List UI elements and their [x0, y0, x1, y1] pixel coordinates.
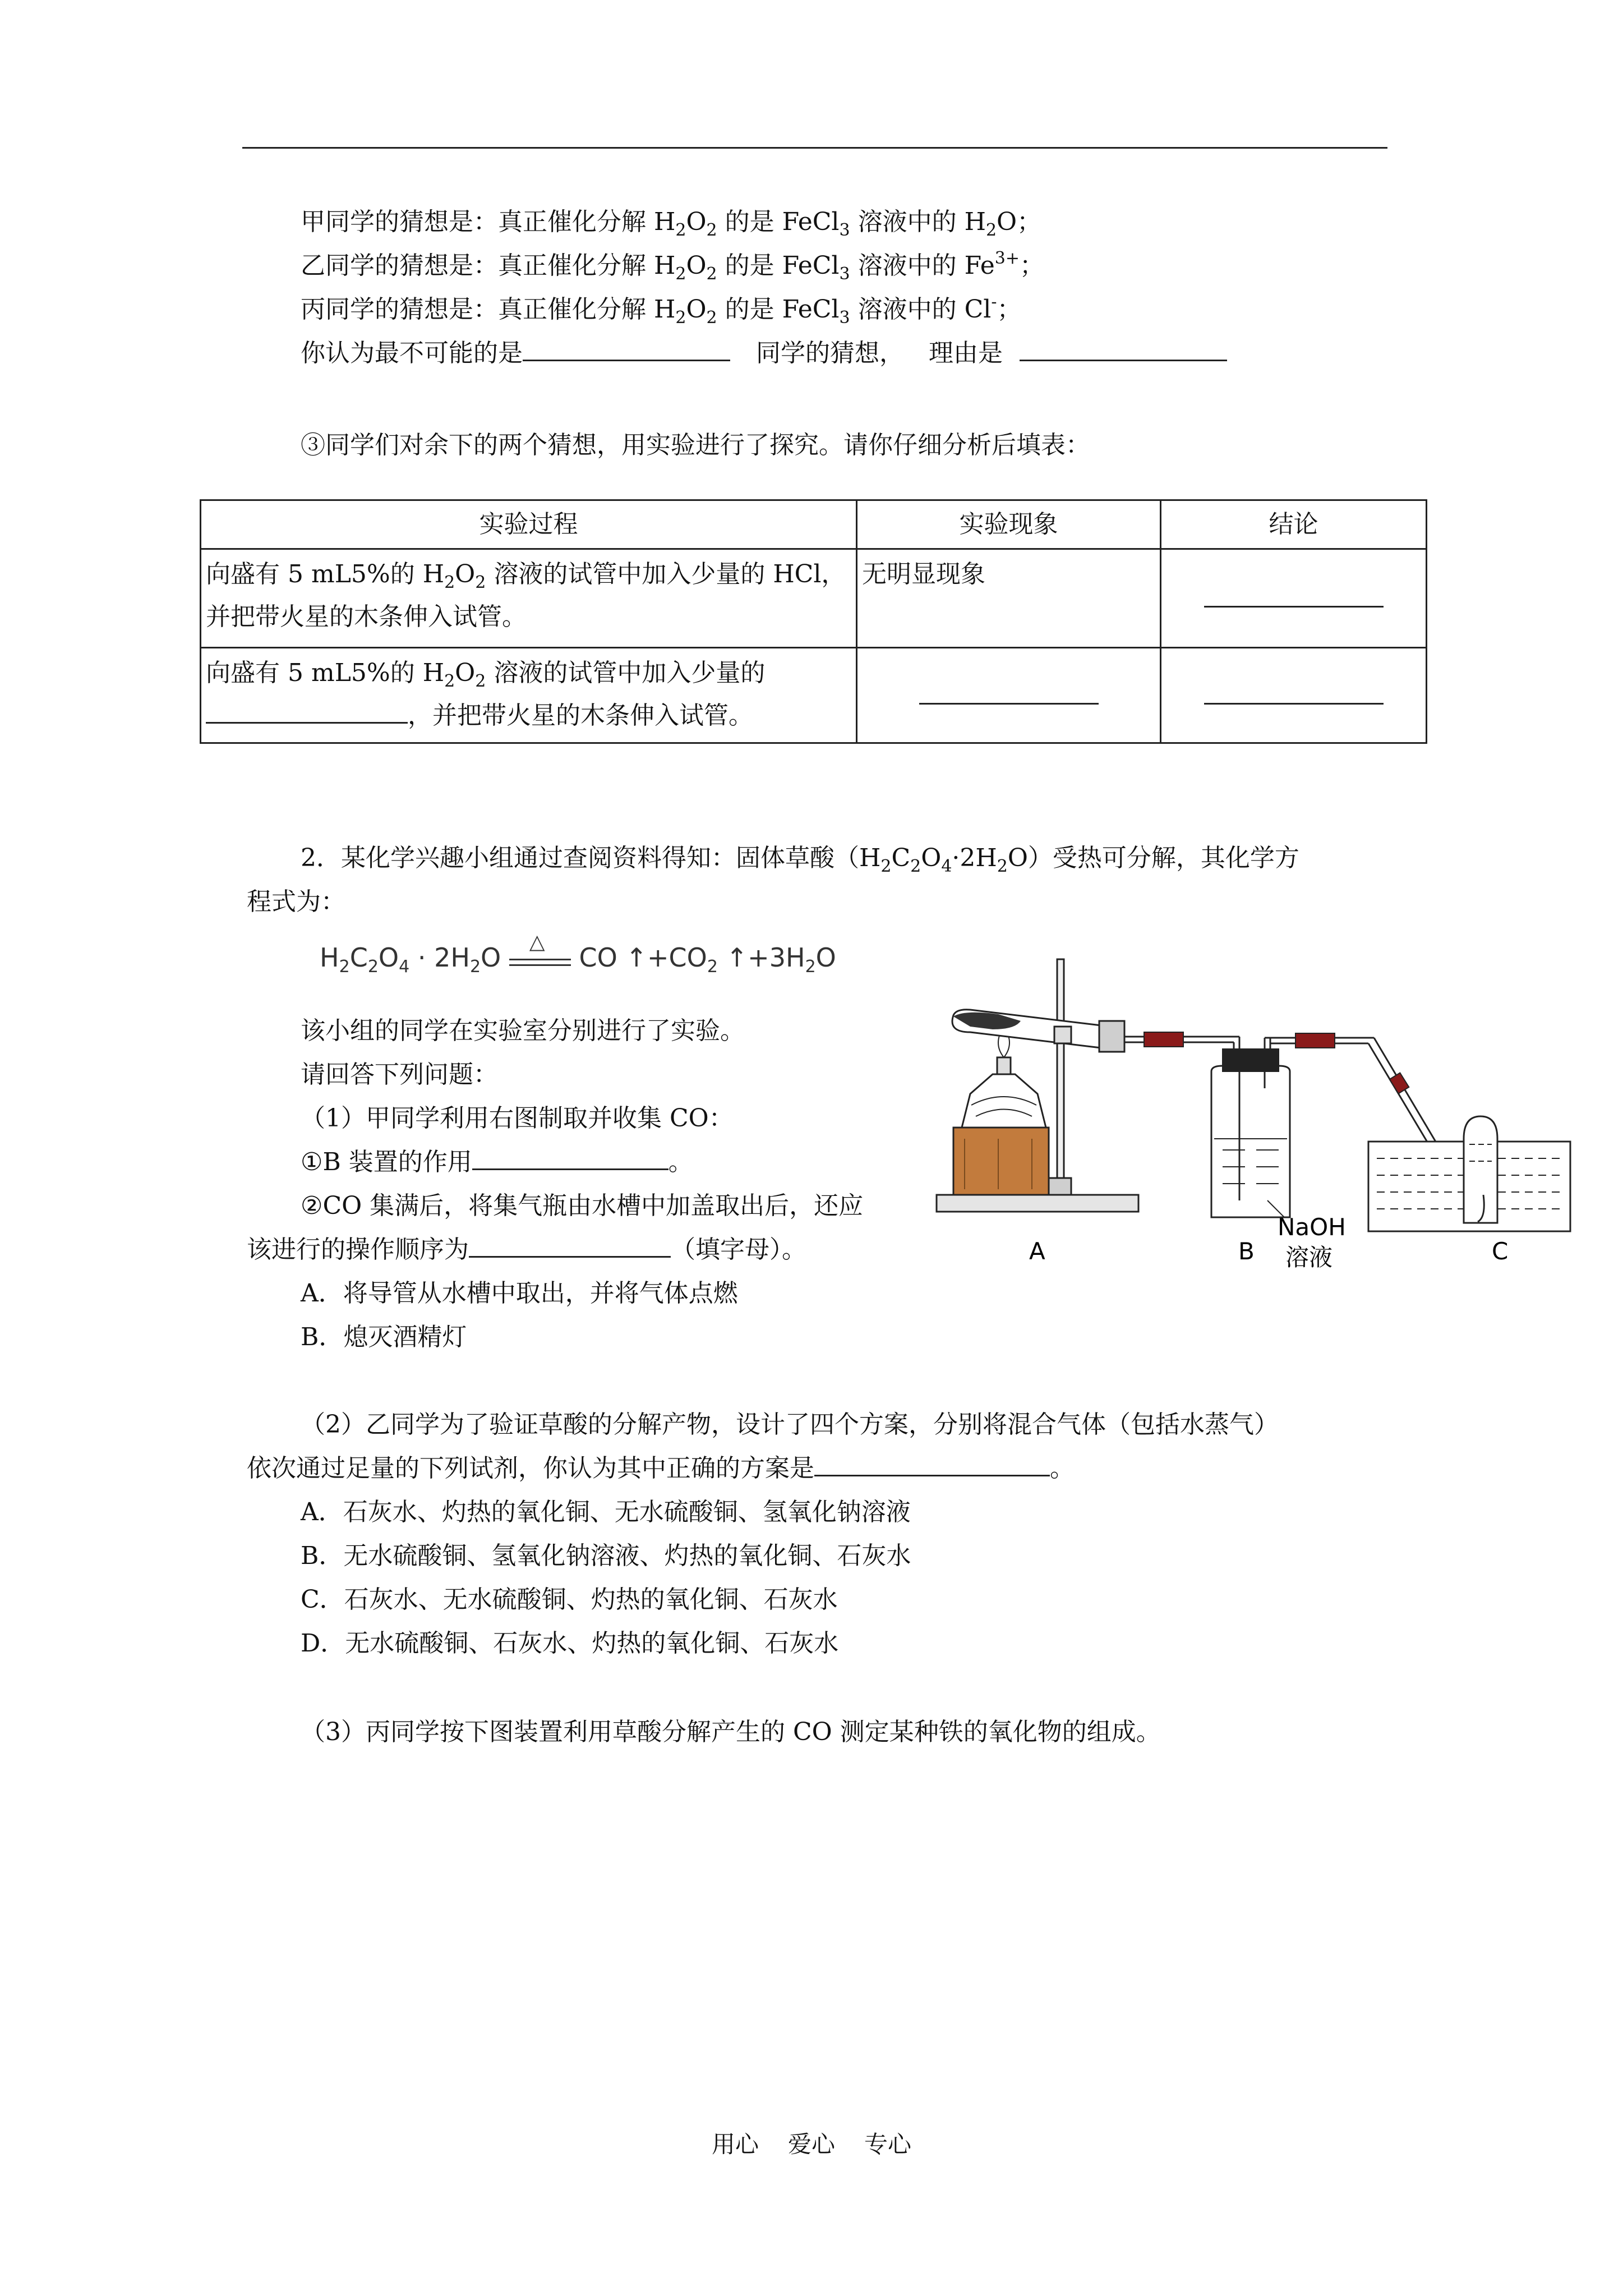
table-row2-process: 向盛有 5 mL5%的 $H_2O_2$ 溶液的试管中加入少量的 ，并把带火星的木条伸入试管。 — [201, 648, 857, 743]
question-least-likely: 你认为最不可能的是 同学的猜想， 理由是 — [301, 337, 1227, 370]
q2-choice-d: D．无水硫酸铜、石灰水、灼热的氧化铜、石灰水 — [301, 1629, 839, 1658]
answer-blank-row2-observation[interactable] — [919, 686, 1099, 705]
answer-blank-b-role[interactable] — [472, 1146, 668, 1170]
header-rule — [242, 147, 1387, 149]
footer-word-1: 用心 — [711, 2131, 759, 2158]
label-naoh: NaOH — [1278, 1213, 1346, 1241]
label-a: A — [1029, 1237, 1045, 1265]
footer-word-3: 专心 — [864, 2131, 912, 2158]
apparatus-figure — [931, 954, 1576, 1290]
answer-blank-row2-reagent[interactable] — [206, 705, 408, 724]
q2-line-answer: 请回答下列问题： — [301, 1060, 498, 1089]
q2-part1b: ②CO 集满后，将集气瓶由水槽中加盖取出后，还应 — [301, 1191, 864, 1220]
heat-arrow-icon: △ — [509, 949, 571, 971]
stand-base — [937, 1195, 1138, 1212]
water-trough-c — [1368, 1116, 1570, 1231]
guess-jia: 甲同学的猜想是：真正催化分解 $H_2O_2$ 的是 FeCl$_3$ 溶液中的 $H_2O$； — [301, 208, 1042, 240]
wash-bottle-b — [1211, 1049, 1290, 1217]
stand-rod — [1057, 959, 1064, 1195]
table-header-conclusion: 结论 — [1161, 500, 1427, 549]
label-solution: 溶液 — [1285, 1244, 1333, 1271]
table-row1-conclusion — [1161, 549, 1427, 648]
table-row1-observation: 无明显现象 — [857, 549, 1161, 648]
table-row2-observation — [857, 648, 1161, 743]
q2-part1a: ①B 装置的作用 。 — [301, 1145, 693, 1179]
q2-choice-b: B．无水硫酸铜、氢氧化钠溶液、灼热的氧化铜、石灰水 — [301, 1542, 911, 1570]
q2-line-group: 该小组的同学在实验室分别进行了实验。 — [301, 1016, 745, 1045]
q2-intro-line1: 2．某化学兴趣小组通过查阅资料得知：固体草酸$(H_2C_2O_4\cdot 2H_2O)$受热可分解，其化学方 — [301, 844, 1299, 876]
wooden-block — [953, 1128, 1049, 1195]
experiment-table — [200, 499, 1427, 744]
guess-bing: 丙同学的猜想是：真正催化分解 $H_2O_2$ 的是 FeCl$_3$ 溶液中的 Cl-； — [301, 292, 1022, 328]
test-tube-icon — [952, 1010, 1124, 1052]
q2-option-b: B．熄灭酒精灯 — [301, 1323, 467, 1351]
answer-blank-student[interactable] — [523, 337, 730, 361]
table-header-process: 实验过程 — [201, 500, 857, 549]
q2-part1c: 该进行的操作顺序为 （填字母）。 — [247, 1233, 806, 1267]
q2-part2-line2: 依次通过足量的下列试剂，你认为其中正确的方案是 。 — [247, 1452, 1075, 1485]
answer-blank-row1-conclusion[interactable] — [1204, 589, 1384, 608]
label-b: B — [1238, 1237, 1255, 1265]
page-footer — [0, 2126, 1623, 2160]
answer-blank-reason[interactable] — [1020, 337, 1227, 361]
q2-part3: （3）丙同学按下图装置利用草酸分解产生的 CO 测定某种铁的氧化物的组成。 — [301, 1718, 1161, 1746]
answer-blank-order[interactable] — [469, 1234, 671, 1258]
label-c: C — [1492, 1237, 1509, 1265]
guess-yi: 乙同学的猜想是：真正催化分解 $H_2O_2$ 的是 FeCl$_3$ 溶液中的 $Fe^{3+}$； — [301, 249, 1044, 284]
q2-intro-line2: 程式为： — [247, 887, 345, 916]
alcohol-lamp-icon — [962, 1027, 1046, 1128]
decomposition-equation: $H_2C_2O_4 \cdot 2H_2O$ △ CO $↑+CO_2$ $↑+3H_2O$ — [320, 930, 836, 977]
footer-word-2: 爱心 — [787, 2131, 835, 2158]
q2-part2-line1: （2）乙同学为了验证草酸的分解产物，设计了四个方案，分别将混合气体（包括水蒸气） — [301, 1410, 1279, 1439]
table-row2-conclusion — [1161, 648, 1427, 743]
answer-blank-scheme[interactable] — [814, 1452, 1050, 1476]
table-header-observation: 实验现象 — [857, 500, 1161, 549]
q2-choice-c: C．石灰水、无水硫酸铜、灼热的氧化铜、石灰水 — [301, 1585, 838, 1614]
gas-jar-icon — [1464, 1116, 1497, 1223]
q2-choice-a: A．石灰水、灼热的氧化铜、无水硫酸铜、氢氧化钠溶液 — [301, 1498, 911, 1526]
question-3-intro: ③同学们对余下的两个猜想，用实验进行了探究。请你仔细分析后填表： — [301, 431, 1090, 459]
answer-blank-row2-conclusion[interactable] — [1204, 686, 1384, 705]
rubber-tube — [1144, 1032, 1183, 1047]
q2-part1: （1）甲同学利用右图制取并收集 CO： — [301, 1104, 734, 1133]
table-row1-process: 向盛有 5 mL5%的 $H_2O_2$ 溶液的试管中加入少量的 HCl， 并把带火星的木条伸入试管。 — [201, 549, 857, 648]
q2-option-a: A．将导管从水槽中取出，并将气体点燃 — [301, 1279, 738, 1308]
